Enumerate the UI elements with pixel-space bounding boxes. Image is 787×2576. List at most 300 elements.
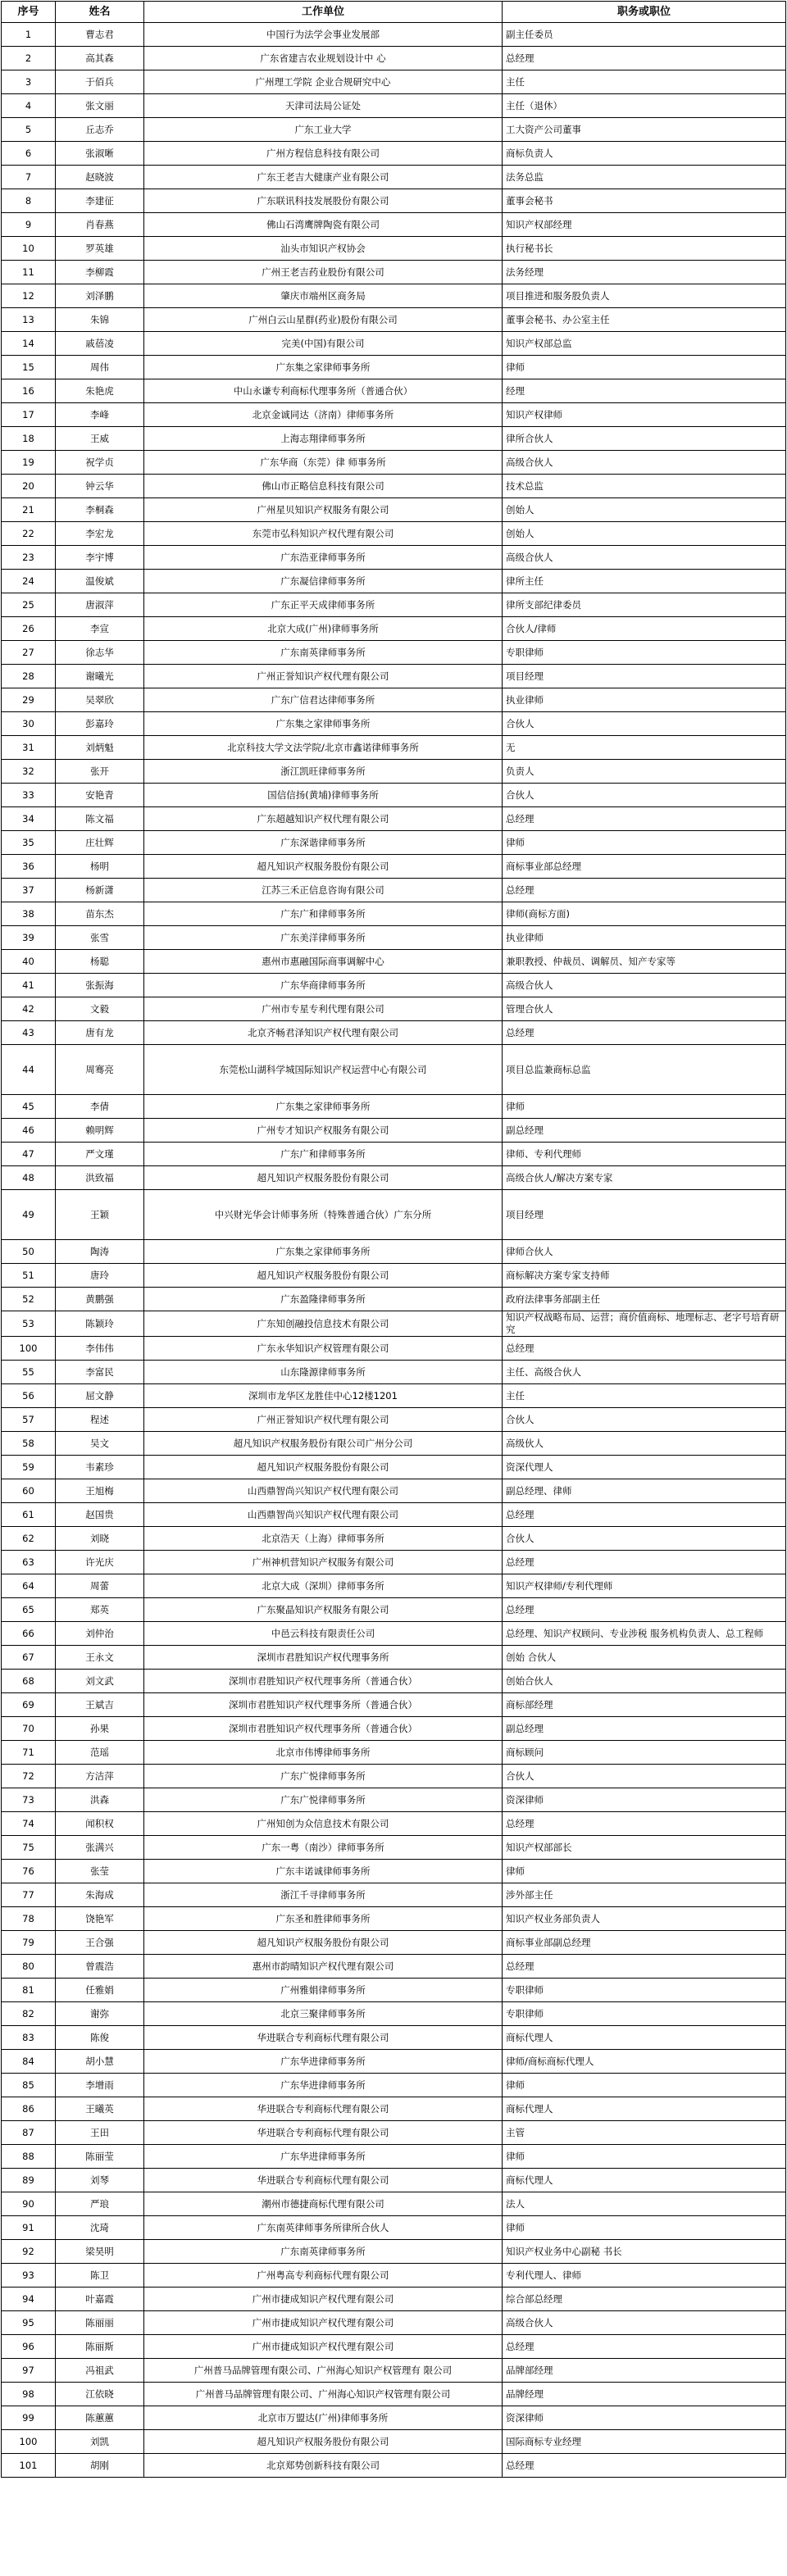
table-row bbox=[2, 1622, 786, 1646]
row-name: 刘炳魁 bbox=[56, 736, 144, 760]
row-index: 45 bbox=[2, 1095, 56, 1119]
row-position: 商标负责人 bbox=[503, 142, 786, 166]
row-organization: 广东超越知识产权代理有限公司 bbox=[144, 807, 503, 831]
row-name: 朱艳虎 bbox=[56, 379, 144, 403]
table-row bbox=[2, 1384, 786, 1408]
table-row bbox=[2, 570, 786, 593]
table-row bbox=[2, 356, 786, 379]
row-organization: 广东省建吉农业规划设计中 心 bbox=[144, 47, 503, 70]
row-position: 合伙人 bbox=[503, 712, 786, 736]
row-position: 律师合伙人 bbox=[503, 1240, 786, 1264]
row-position: 总经理 bbox=[503, 2454, 786, 2478]
row-name: 洪致福 bbox=[56, 1166, 144, 1190]
table-row bbox=[2, 2406, 786, 2430]
row-index: 99 bbox=[2, 2406, 56, 2430]
row-name: 范瑶 bbox=[56, 1741, 144, 1765]
table-row bbox=[2, 2192, 786, 2216]
row-index: 62 bbox=[2, 1527, 56, 1551]
row-name: 李倩 bbox=[56, 1095, 144, 1119]
table-row bbox=[2, 855, 786, 879]
row-name: 杨明 bbox=[56, 855, 144, 879]
row-index: 1 bbox=[2, 23, 56, 47]
row-name: 刘仲治 bbox=[56, 1622, 144, 1646]
row-organization: 山东隆源律师事务所 bbox=[144, 1361, 503, 1384]
row-position: 商标事业部总经理 bbox=[503, 855, 786, 879]
row-position: 执行秘书长 bbox=[503, 237, 786, 261]
row-position: 律所合伙人 bbox=[503, 427, 786, 451]
table-row bbox=[2, 1551, 786, 1574]
row-organization: 广东工业大学 bbox=[144, 118, 503, 142]
table-row bbox=[2, 1021, 786, 1045]
row-organization: 广州白云山星群(药业)股份有限公司 bbox=[144, 308, 503, 332]
row-index: 40 bbox=[2, 950, 56, 974]
row-organization: 广东美洋律师事务所 bbox=[144, 926, 503, 950]
row-name: 曾震浩 bbox=[56, 1955, 144, 1979]
row-organization: 国信信扬(黄埔)律师事务所 bbox=[144, 784, 503, 807]
row-organization: 广东华商律师事务所 bbox=[144, 974, 503, 997]
row-position: 总经理 bbox=[503, 1812, 786, 1836]
row-position: 董事会秘书 bbox=[503, 189, 786, 213]
row-index: 19 bbox=[2, 451, 56, 475]
row-index: 63 bbox=[2, 1551, 56, 1574]
table-row bbox=[2, 94, 786, 118]
row-position: 律师 bbox=[503, 356, 786, 379]
row-name: 温俊斌 bbox=[56, 570, 144, 593]
row-position: 管理合伙人 bbox=[503, 997, 786, 1021]
row-name: 许光庆 bbox=[56, 1551, 144, 1574]
table-row bbox=[2, 1574, 786, 1598]
row-index: 78 bbox=[2, 1907, 56, 1931]
row-name: 赵国贵 bbox=[56, 1503, 144, 1527]
table-row bbox=[2, 1288, 786, 1311]
row-organization: 深圳市君胜知识产权代理事务所 bbox=[144, 1646, 503, 1670]
table-row bbox=[2, 712, 786, 736]
table-row bbox=[2, 1456, 786, 1479]
table-row bbox=[2, 1095, 786, 1119]
row-organization: 广东华进律师事务所 bbox=[144, 2050, 503, 2074]
table-row bbox=[2, 1883, 786, 1907]
row-index: 76 bbox=[2, 1860, 56, 1883]
row-name: 祝学贞 bbox=[56, 451, 144, 475]
row-name: 李峰 bbox=[56, 403, 144, 427]
row-organization: 华进联合专利商标代理有限公司 bbox=[144, 2121, 503, 2145]
row-name: 任雅娟 bbox=[56, 1979, 144, 2002]
row-position: 商标代理人 bbox=[503, 2169, 786, 2192]
row-index: 93 bbox=[2, 2264, 56, 2288]
table-row bbox=[2, 427, 786, 451]
row-index: 5 bbox=[2, 118, 56, 142]
table-row bbox=[2, 2335, 786, 2359]
row-name: 赖明辉 bbox=[56, 1119, 144, 1143]
table-row bbox=[2, 1670, 786, 1693]
row-name: 李富民 bbox=[56, 1361, 144, 1384]
row-organization: 广州专才知识产权服务有限公司 bbox=[144, 1119, 503, 1143]
row-name: 李伟伟 bbox=[56, 1337, 144, 1361]
row-name: 胡小慧 bbox=[56, 2050, 144, 2074]
row-position: 商标代理人 bbox=[503, 2026, 786, 2050]
row-name: 彭嘉玲 bbox=[56, 712, 144, 736]
row-position: 知识产权部部长 bbox=[503, 1836, 786, 1860]
row-organization: 广东永华知识产权管理有限公司 bbox=[144, 1337, 503, 1361]
table-row bbox=[2, 1337, 786, 1361]
row-position: 律所支部纪律委员 bbox=[503, 593, 786, 617]
row-index: 95 bbox=[2, 2311, 56, 2335]
row-index: 56 bbox=[2, 1384, 56, 1408]
row-index: 82 bbox=[2, 2002, 56, 2026]
row-index: 72 bbox=[2, 1765, 56, 1788]
row-organization: 超凡知识产权服务股份有限公司 bbox=[144, 1166, 503, 1190]
table-row bbox=[2, 617, 786, 641]
row-position: 副主任委员 bbox=[503, 23, 786, 47]
row-position: 国际商标专业经理 bbox=[503, 2430, 786, 2454]
row-name: 张振海 bbox=[56, 974, 144, 997]
row-name: 饶艳军 bbox=[56, 1907, 144, 1931]
row-index: 87 bbox=[2, 2121, 56, 2145]
row-name: 肖春燕 bbox=[56, 213, 144, 237]
row-index: 50 bbox=[2, 1240, 56, 1264]
table-row bbox=[2, 1765, 786, 1788]
row-name: 李增雨 bbox=[56, 2074, 144, 2097]
row-index: 101 bbox=[2, 2454, 56, 2478]
table-row bbox=[2, 2074, 786, 2097]
row-index: 32 bbox=[2, 760, 56, 784]
row-index: 10 bbox=[2, 237, 56, 261]
row-position: 总经理 bbox=[503, 1021, 786, 1045]
row-position: 律师 bbox=[503, 1860, 786, 1883]
row-index: 16 bbox=[2, 379, 56, 403]
table-row bbox=[2, 1143, 786, 1166]
table-row bbox=[2, 1045, 786, 1095]
row-name: 高其森 bbox=[56, 47, 144, 70]
table-row bbox=[2, 332, 786, 356]
row-organization: 广东华进律师事务所 bbox=[144, 2074, 503, 2097]
row-name: 刘晓 bbox=[56, 1527, 144, 1551]
row-index: 12 bbox=[2, 284, 56, 308]
row-name: 梁昊明 bbox=[56, 2240, 144, 2264]
row-position: 商标解决方案专家支持师 bbox=[503, 1264, 786, 1288]
table-row bbox=[2, 1860, 786, 1883]
row-index: 89 bbox=[2, 2169, 56, 2192]
row-position: 高级合伙人 bbox=[503, 546, 786, 570]
row-index: 64 bbox=[2, 1574, 56, 1598]
table-row bbox=[2, 1788, 786, 1812]
row-organization: 广州王老吉药业股份有限公司 bbox=[144, 261, 503, 284]
row-position: 副总经理 bbox=[503, 1119, 786, 1143]
row-index: 73 bbox=[2, 1788, 56, 1812]
row-index: 8 bbox=[2, 189, 56, 213]
row-organization: 广州理工学院 企业合规研究中心 bbox=[144, 70, 503, 94]
table-row bbox=[2, 1931, 786, 1955]
row-name: 朱锦 bbox=[56, 308, 144, 332]
row-index: 17 bbox=[2, 403, 56, 427]
row-position: 合伙人 bbox=[503, 1527, 786, 1551]
row-index: 9 bbox=[2, 213, 56, 237]
row-name: 黄鹏强 bbox=[56, 1288, 144, 1311]
row-position: 政府法律事务部副主任 bbox=[503, 1288, 786, 1311]
row-name: 曹志君 bbox=[56, 23, 144, 47]
table-row bbox=[2, 475, 786, 498]
row-position: 涉外部主任 bbox=[503, 1883, 786, 1907]
row-position: 品牌部经理 bbox=[503, 2359, 786, 2383]
row-index: 37 bbox=[2, 879, 56, 902]
row-organization: 广东盈隆律师事务所 bbox=[144, 1288, 503, 1311]
row-index: 26 bbox=[2, 617, 56, 641]
row-index: 22 bbox=[2, 522, 56, 546]
row-organization: 浙江凯旺律师事务所 bbox=[144, 760, 503, 784]
row-position: 创始合伙人 bbox=[503, 1670, 786, 1693]
table-row bbox=[2, 1812, 786, 1836]
row-index: 81 bbox=[2, 1979, 56, 2002]
row-position: 律师/商标商标代理人 bbox=[503, 2050, 786, 2074]
row-organization: 广东集之家律师事务所 bbox=[144, 1095, 503, 1119]
table-row bbox=[2, 1119, 786, 1143]
row-name: 吴翠欣 bbox=[56, 688, 144, 712]
row-position: 专利代理人、律师 bbox=[503, 2264, 786, 2288]
row-organization: 惠州市惠融国际商事调解中心 bbox=[144, 950, 503, 974]
table-row bbox=[2, 2264, 786, 2288]
row-name: 王颖 bbox=[56, 1190, 144, 1240]
row-index: 77 bbox=[2, 1883, 56, 1907]
table-row bbox=[2, 1979, 786, 2002]
row-organization: 广州市捷成知识产权代理有限公司 bbox=[144, 2288, 503, 2311]
row-position: 总经理 bbox=[503, 879, 786, 902]
row-name: 谢弥 bbox=[56, 2002, 144, 2026]
row-name: 唐玲 bbox=[56, 1264, 144, 1288]
row-position: 董事会秘书、办公室主任 bbox=[503, 308, 786, 332]
row-organization: 超凡知识产权服务股份有限公司 bbox=[144, 2430, 503, 2454]
table-row bbox=[2, 997, 786, 1021]
table-row bbox=[2, 641, 786, 665]
table-row bbox=[2, 665, 786, 688]
table-row bbox=[2, 2359, 786, 2383]
row-position: 专职律师 bbox=[503, 641, 786, 665]
row-index: 53 bbox=[2, 1311, 56, 1337]
row-name: 张满兴 bbox=[56, 1836, 144, 1860]
row-position: 无 bbox=[503, 736, 786, 760]
table-row bbox=[2, 70, 786, 94]
row-organization: 超凡知识产权服务股份有限公司 bbox=[144, 855, 503, 879]
row-position: 合伙人 bbox=[503, 1408, 786, 1432]
table-row bbox=[2, 1432, 786, 1456]
row-name: 李宣 bbox=[56, 617, 144, 641]
row-organization: 东莞松山湖科学城国际知识产权运营中心有限公司 bbox=[144, 1045, 503, 1095]
row-index: 24 bbox=[2, 570, 56, 593]
row-index: 90 bbox=[2, 2192, 56, 2216]
row-index: 98 bbox=[2, 2383, 56, 2406]
table-row bbox=[2, 237, 786, 261]
row-position: 合伙人/律师 bbox=[503, 617, 786, 641]
row-name: 陈丽莹 bbox=[56, 2145, 144, 2169]
row-position: 总经理 bbox=[503, 2335, 786, 2359]
row-position: 主管 bbox=[503, 2121, 786, 2145]
row-position: 兼职教授、仲裁员、调解员、知产专家等 bbox=[503, 950, 786, 974]
table-row bbox=[2, 2169, 786, 2192]
row-position: 创始 合伙人 bbox=[503, 1646, 786, 1670]
row-index: 23 bbox=[2, 546, 56, 570]
row-index: 80 bbox=[2, 1955, 56, 1979]
row-organization: 广东南英律师事务所 bbox=[144, 641, 503, 665]
row-organization: 超凡知识产权服务股份有限公司广州分公司 bbox=[144, 1432, 503, 1456]
table-body bbox=[2, 23, 786, 2478]
row-organization: 北京大成(广州)律师事务所 bbox=[144, 617, 503, 641]
row-name: 陈颖玲 bbox=[56, 1311, 144, 1337]
row-index: 20 bbox=[2, 475, 56, 498]
table-row bbox=[2, 831, 786, 855]
table-row bbox=[2, 1361, 786, 1384]
table-row bbox=[2, 1408, 786, 1432]
row-organization: 广州市专星专利代理有限公司 bbox=[144, 997, 503, 1021]
row-organization: 北京金诚同达（济南）律师事务所 bbox=[144, 403, 503, 427]
table-row bbox=[2, 2311, 786, 2335]
row-index: 83 bbox=[2, 2026, 56, 2050]
row-index: 44 bbox=[2, 1045, 56, 1095]
row-index: 42 bbox=[2, 997, 56, 1021]
table-row bbox=[2, 2050, 786, 2074]
row-index: 92 bbox=[2, 2240, 56, 2264]
row-name: 闻积权 bbox=[56, 1812, 144, 1836]
row-name: 王旭梅 bbox=[56, 1479, 144, 1503]
row-position: 知识产权战略布局、运营；商价值商标、地理标志、老字号培育研究 bbox=[503, 1311, 786, 1337]
row-name: 江依晓 bbox=[56, 2383, 144, 2406]
row-name: 程述 bbox=[56, 1408, 144, 1432]
row-position: 律师 bbox=[503, 2216, 786, 2240]
row-name: 赵晓波 bbox=[56, 166, 144, 189]
row-organization: 广东南英律师事务所 bbox=[144, 2240, 503, 2264]
row-organization: 超凡知识产权服务股份有限公司 bbox=[144, 1456, 503, 1479]
row-position: 综合部总经理 bbox=[503, 2288, 786, 2311]
row-index: 79 bbox=[2, 1931, 56, 1955]
row-organization: 中邑云科技有限责任公司 bbox=[144, 1622, 503, 1646]
row-index: 34 bbox=[2, 807, 56, 831]
table-row bbox=[2, 142, 786, 166]
row-index: 49 bbox=[2, 1190, 56, 1240]
row-name: 吴文 bbox=[56, 1432, 144, 1456]
row-name: 沈琦 bbox=[56, 2216, 144, 2240]
row-name: 杨新潇 bbox=[56, 879, 144, 902]
row-name: 李桐森 bbox=[56, 498, 144, 522]
table-row bbox=[2, 2240, 786, 2264]
row-position: 主任（退休） bbox=[503, 94, 786, 118]
row-position: 资深代理人 bbox=[503, 1456, 786, 1479]
row-organization: 广州粤高专利商标代理有限公司 bbox=[144, 2264, 503, 2288]
row-name: 周蕾 bbox=[56, 1574, 144, 1598]
row-name: 安艳青 bbox=[56, 784, 144, 807]
row-index: 74 bbox=[2, 1812, 56, 1836]
row-organization: 深圳市龙华区龙胜佳中心12楼1201 bbox=[144, 1384, 503, 1408]
table-row bbox=[2, 1836, 786, 1860]
row-organization: 山西鼎智尚兴知识产权代理有限公司 bbox=[144, 1503, 503, 1527]
table-row bbox=[2, 2002, 786, 2026]
table-row bbox=[2, 379, 786, 403]
row-position: 合伙人 bbox=[503, 1765, 786, 1788]
row-organization: 佛山石湾鹰牌陶瓷有限公司 bbox=[144, 213, 503, 237]
table-row bbox=[2, 1166, 786, 1190]
row-index: 11 bbox=[2, 261, 56, 284]
table-row bbox=[2, 807, 786, 831]
row-organization: 广州知创为众信息技术有限公司 bbox=[144, 1812, 503, 1836]
row-position: 高级合伙人 bbox=[503, 974, 786, 997]
table-row bbox=[2, 2454, 786, 2478]
row-name: 文毅 bbox=[56, 997, 144, 1021]
row-index: 29 bbox=[2, 688, 56, 712]
row-name: 屈文静 bbox=[56, 1384, 144, 1408]
row-position: 律师 bbox=[503, 2145, 786, 2169]
row-name: 陈丽丽 bbox=[56, 2311, 144, 2335]
row-name: 罗英雄 bbox=[56, 237, 144, 261]
row-organization: 北京大成（深圳）律师事务所 bbox=[144, 1574, 503, 1598]
row-name: 刘泽鹏 bbox=[56, 284, 144, 308]
row-index: 58 bbox=[2, 1432, 56, 1456]
row-organization: 广东广和律师事务所 bbox=[144, 1143, 503, 1166]
row-position: 知识产权律师 bbox=[503, 403, 786, 427]
row-position: 法务总监 bbox=[503, 166, 786, 189]
row-organization: 广州星贝知识产权服务有限公司 bbox=[144, 498, 503, 522]
row-index: 6 bbox=[2, 142, 56, 166]
table-row bbox=[2, 974, 786, 997]
row-organization: 深圳市君胜知识产权代理事务所（普通合伙） bbox=[144, 1670, 503, 1693]
row-name: 张开 bbox=[56, 760, 144, 784]
row-index: 28 bbox=[2, 665, 56, 688]
table-row bbox=[2, 23, 786, 47]
table-row bbox=[2, 1693, 786, 1717]
row-position: 副总经理、律师 bbox=[503, 1479, 786, 1503]
row-name: 李宇博 bbox=[56, 546, 144, 570]
row-index: 97 bbox=[2, 2359, 56, 2383]
row-index: 55 bbox=[2, 1361, 56, 1384]
row-organization: 北京科技大学文法学院/北京市鑫诺律师事务所 bbox=[144, 736, 503, 760]
row-organization: 山西鼎智尚兴知识产权代理有限公司 bbox=[144, 1479, 503, 1503]
row-organization: 广东正平天成律师事务所 bbox=[144, 593, 503, 617]
row-name: 李宏龙 bbox=[56, 522, 144, 546]
row-organization: 惠州市韵晴知识产权代理有限公司 bbox=[144, 1955, 503, 1979]
row-organization: 江苏三禾正信息咨询有限公司 bbox=[144, 879, 503, 902]
header-name: 姓名 bbox=[56, 2, 144, 23]
row-position: 经理 bbox=[503, 379, 786, 403]
table-row bbox=[2, 1190, 786, 1240]
row-index: 31 bbox=[2, 736, 56, 760]
row-organization: 广东浩亚律师事务所 bbox=[144, 546, 503, 570]
row-organization: 中国行为法学会事业发展部 bbox=[144, 23, 503, 47]
row-position: 高级伙人 bbox=[503, 1432, 786, 1456]
row-index: 13 bbox=[2, 308, 56, 332]
row-index: 3 bbox=[2, 70, 56, 94]
table-row bbox=[2, 902, 786, 926]
row-organization: 广东广信君达律师事务所 bbox=[144, 688, 503, 712]
row-position: 律师 bbox=[503, 2074, 786, 2097]
row-position: 商标事业部副总经理 bbox=[503, 1931, 786, 1955]
row-name: 庄壮辉 bbox=[56, 831, 144, 855]
row-index: 7 bbox=[2, 166, 56, 189]
row-position: 执业律师 bbox=[503, 926, 786, 950]
table-row bbox=[2, 1311, 786, 1337]
row-index: 65 bbox=[2, 1598, 56, 1622]
row-index: 60 bbox=[2, 1479, 56, 1503]
row-position: 资深律师 bbox=[503, 1788, 786, 1812]
row-organization: 广东广悦律师事务所 bbox=[144, 1765, 503, 1788]
table-row bbox=[2, 926, 786, 950]
row-index: 41 bbox=[2, 974, 56, 997]
table-row bbox=[2, 688, 786, 712]
row-index: 21 bbox=[2, 498, 56, 522]
table-row bbox=[2, 1527, 786, 1551]
table-row bbox=[2, 522, 786, 546]
row-index: 66 bbox=[2, 1622, 56, 1646]
row-organization: 上海志翔律师事务所 bbox=[144, 427, 503, 451]
row-name: 冯祖武 bbox=[56, 2359, 144, 2383]
row-position: 法务经理 bbox=[503, 261, 786, 284]
table-row bbox=[2, 736, 786, 760]
table-row bbox=[2, 118, 786, 142]
